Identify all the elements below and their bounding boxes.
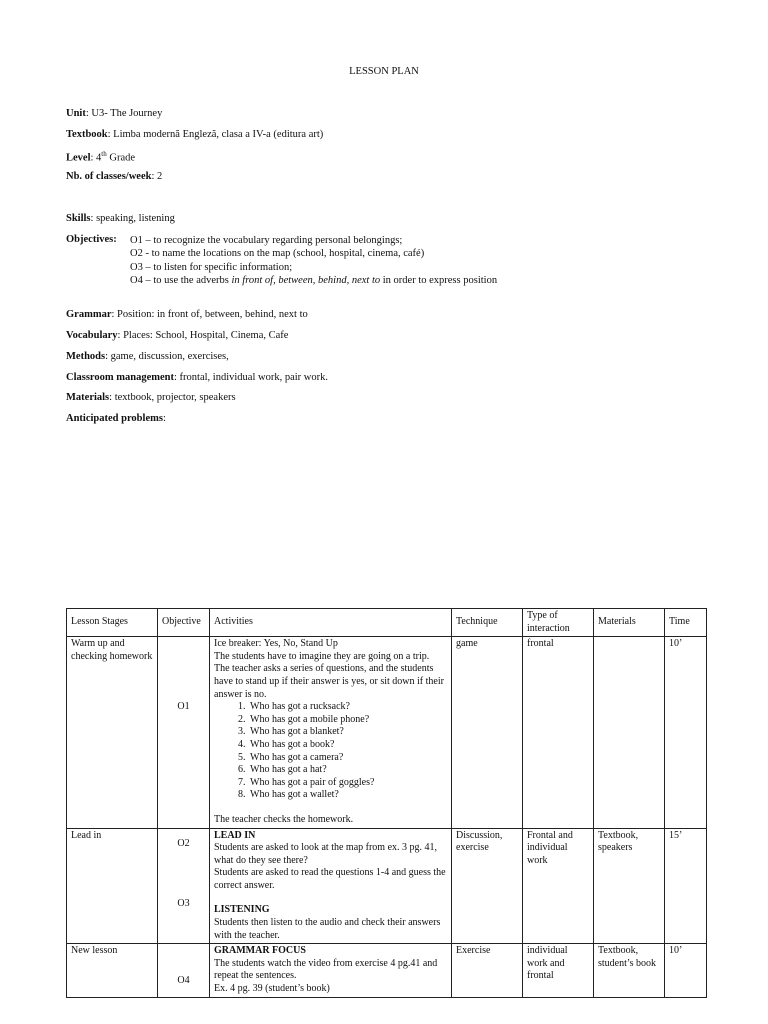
lead-in-text: Students are asked to look at the map from ex. 3 pg. 41, what do they see there? xyxy=(214,842,438,866)
classroom-label: Classroom management xyxy=(66,372,175,383)
table-header-row xyxy=(67,609,707,637)
materials-cell xyxy=(594,637,665,828)
grammar-label: Grammar xyxy=(66,309,112,320)
objective-value: O4 xyxy=(177,975,190,987)
methods-line xyxy=(66,351,229,362)
objective-o4-text: O4 – to use the adverbs xyxy=(130,275,232,287)
classes-label: Nb. of classes/week xyxy=(66,171,152,182)
skills-line xyxy=(66,213,175,224)
activities-cell xyxy=(210,828,452,944)
classroom-management-line xyxy=(66,372,328,383)
header-type-of-interaction: Type of interaction xyxy=(523,609,594,637)
objective-o4-adverbs: in front of, between, behind, next to xyxy=(231,275,381,287)
technique-cell: game xyxy=(452,637,523,828)
list-item: 4. Who has got a book? xyxy=(248,739,447,752)
listening-text: Students then listen to the audio and check their answers with the teacher. xyxy=(214,917,441,941)
interaction-cell: individual work and frontal xyxy=(523,944,594,997)
time-cell: 15’ xyxy=(665,828,707,944)
list-item: 2. Who has got a mobile phone? xyxy=(248,714,447,727)
header-technique: Technique xyxy=(452,609,523,637)
classes-value: : 2 xyxy=(151,171,163,182)
vocabulary-label: Vocabulary xyxy=(66,330,118,341)
list-item: 3. Who has got a blanket? xyxy=(248,726,447,739)
objective-o3: O3 – to listen for specific information; xyxy=(130,261,293,273)
list-item: 7. Who has got a pair of goggles? xyxy=(248,777,447,790)
time-cell: 10’ xyxy=(665,637,707,828)
level-value: : 4 xyxy=(90,152,102,164)
lesson-plan-table xyxy=(66,608,707,998)
stage-cell: Warm up and checking homework xyxy=(67,637,158,828)
level-superscript: th xyxy=(101,150,107,158)
grammar-line xyxy=(66,309,308,320)
list-item: 5. Who has got a camera? xyxy=(248,752,447,765)
grammar-focus-text: The students watch the video from exercise 4 pg.41 and repeat the sentences. xyxy=(214,957,438,982)
header-lesson-stages: Lesson Stages xyxy=(67,609,158,637)
objective-cell xyxy=(158,828,210,944)
interaction-cell: frontal xyxy=(523,637,594,828)
activities-cell xyxy=(210,637,452,828)
header-objective: Objective xyxy=(158,609,210,637)
classes-line xyxy=(66,171,162,182)
grammar-focus-exercise: Ex. 4 pg. 39 (student’s book) xyxy=(214,983,330,995)
activity-end: The teacher checks the homework. xyxy=(214,813,354,825)
objective-value: O1 xyxy=(177,701,190,713)
level-label: Level xyxy=(66,152,91,164)
interaction-cell: Frontal and individual work xyxy=(523,828,594,944)
time-cell: 10’ xyxy=(665,944,707,997)
objective-cell xyxy=(158,637,210,828)
classroom-value: : frontal, individual work, pair work. xyxy=(174,372,328,383)
level-suffix: Grade xyxy=(106,152,136,164)
unit-line xyxy=(66,108,162,119)
textbook-line xyxy=(66,129,323,140)
listening-heading: LISTENING xyxy=(214,904,270,916)
questions-list xyxy=(214,701,447,802)
materials-value: : textbook, projector, speakers xyxy=(109,392,236,403)
activities-cell xyxy=(210,944,452,997)
lead-in-heading: LEAD IN xyxy=(214,829,256,841)
document-title: LESSON PLAN xyxy=(349,66,419,77)
textbook-value: : Limba modernă Engleză, clasa a IV-a (editura art) xyxy=(107,129,324,140)
methods-value: : game, discussion, exercises, xyxy=(105,351,229,362)
level-line xyxy=(66,150,135,164)
objectives-list xyxy=(130,234,497,288)
header-activities: Activities xyxy=(210,609,452,637)
header-time: Time xyxy=(665,609,707,637)
vocabulary-line xyxy=(66,330,288,341)
unit-label: Unit xyxy=(66,108,86,119)
technique-cell: Exercise xyxy=(452,944,523,997)
materials-cell: Textbook, speakers xyxy=(594,828,665,944)
unit-value: : U3- The Journey xyxy=(85,108,163,119)
objective-o4-tail: in order to express position xyxy=(380,275,498,287)
objective-o2: O2 - to name the locations on the map (school, hospital, cinema, café) xyxy=(130,248,425,260)
list-item: 8. Who has got a wallet? xyxy=(248,789,447,802)
problems-value: : xyxy=(162,413,166,424)
grammar-focus-heading: GRAMMAR FOCUS xyxy=(214,945,306,957)
problems-label: Anticipated problems xyxy=(66,413,163,424)
header-materials: Materials xyxy=(594,609,665,637)
objective-o1: O1 – to recognize the vocabulary regarding personal belongings; xyxy=(130,235,403,246)
stage-cell: Lead in xyxy=(67,828,158,944)
activity-title: Ice breaker: Yes, No, Stand Up xyxy=(214,638,338,650)
skills-value: : speaking, listening xyxy=(90,213,175,224)
materials-line xyxy=(66,392,236,403)
skills-label: Skills xyxy=(66,213,91,224)
table-row xyxy=(67,944,707,997)
objective-cell xyxy=(158,944,210,997)
objectives-label: Objectives: xyxy=(66,234,117,245)
technique-cell: Discussion, exercise xyxy=(452,828,523,944)
methods-label: Methods xyxy=(66,351,106,362)
textbook-label: Textbook xyxy=(66,129,108,140)
objective-value: O2 xyxy=(177,837,190,849)
materials-label: Materials xyxy=(66,392,110,403)
table-row xyxy=(67,828,707,944)
activity-text: The students have to imagine they are going on a trip. The teacher asks a series of questions, and the students have to stand up if their answer is yes, or sit down if their answer is no. xyxy=(214,650,444,700)
objective-o4 xyxy=(130,274,497,287)
stage-cell: New lesson xyxy=(67,944,158,997)
list-item: 1. Who has got a rucksack? xyxy=(248,701,447,714)
lead-in-text: Students are asked to read the questions 1-4 and guess the correct answer. xyxy=(214,867,446,891)
materials-cell: Textbook, student’s book xyxy=(594,944,665,997)
table-row xyxy=(67,637,707,828)
list-item: 6. Who has got a hat? xyxy=(248,764,447,777)
grammar-value: : Position: in front of, between, behind, next to xyxy=(111,309,308,320)
anticipated-problems-line xyxy=(66,413,166,424)
vocabulary-value: : Places: School, Hospital, Cinema, Cafe xyxy=(117,330,289,341)
objective-value: O3 xyxy=(177,898,190,910)
